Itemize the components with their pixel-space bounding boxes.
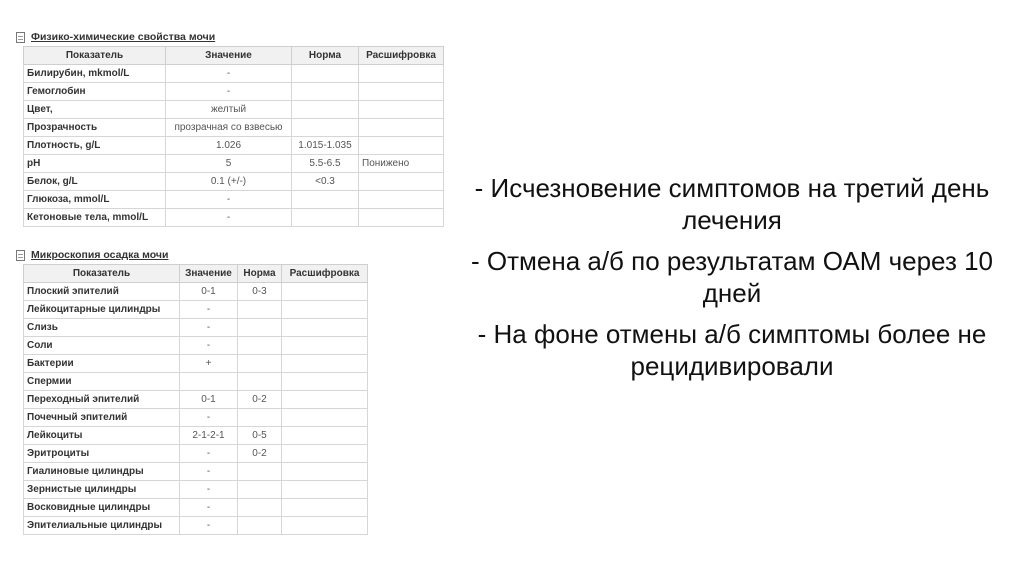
parameter-name: Почечный эпителий <box>24 409 180 427</box>
table-row <box>24 155 444 173</box>
table-row <box>24 463 368 481</box>
norm-cell <box>238 517 282 535</box>
table-row <box>24 137 444 155</box>
value-cell: - <box>166 209 292 227</box>
norm-cell <box>292 209 359 227</box>
document-icon <box>16 250 25 261</box>
column-header: Значение <box>166 47 292 65</box>
interpretation-cell <box>282 355 368 373</box>
norm-cell <box>238 499 282 517</box>
parameter-name: Цвет, <box>24 101 166 119</box>
parameter-name: Соли <box>24 337 180 355</box>
norm-cell <box>238 481 282 499</box>
interpretation-cell <box>282 391 368 409</box>
table-row <box>24 209 444 227</box>
parameter-name: Гиалиновые цилиндры <box>24 463 180 481</box>
value-cell: - <box>166 83 292 101</box>
interpretation-cell <box>359 119 444 137</box>
table-row <box>24 355 368 373</box>
parameter-name: Лейкоциты <box>24 427 180 445</box>
parameter-name: Зернистые цилиндры <box>24 481 180 499</box>
interpretation-cell: Понижено <box>359 155 444 173</box>
value-cell: - <box>180 301 238 319</box>
norm-cell: 0-2 <box>238 445 282 463</box>
interpretation-cell <box>282 445 368 463</box>
interpretation-cell <box>282 499 368 517</box>
table-row <box>24 319 368 337</box>
parameter-name: Бактерии <box>24 355 180 373</box>
table-row <box>24 101 444 119</box>
document-icon <box>16 32 25 43</box>
interpretation-cell <box>359 191 444 209</box>
column-header: Показатель <box>24 265 180 283</box>
value-cell <box>180 373 238 391</box>
value-cell: - <box>180 409 238 427</box>
norm-cell <box>238 373 282 391</box>
physico-chemical-table <box>23 46 444 227</box>
parameter-name: Билирубин, mkmol/L <box>24 65 166 83</box>
norm-cell: 5.5-6.5 <box>292 155 359 173</box>
norm-cell <box>292 83 359 101</box>
table-row <box>24 445 368 463</box>
column-header: Норма <box>292 47 359 65</box>
value-cell: - <box>180 445 238 463</box>
value-cell: - <box>180 319 238 337</box>
column-header: Норма <box>238 265 282 283</box>
interpretation-cell <box>359 137 444 155</box>
table-row <box>24 499 368 517</box>
value-cell: - <box>180 499 238 517</box>
value-cell: 2-1-2-1 <box>180 427 238 445</box>
interpretation-cell <box>282 463 368 481</box>
parameter-name: Слизь <box>24 319 180 337</box>
parameter-name: Лейкоцитарные цилиндры <box>24 301 180 319</box>
norm-cell: 0-2 <box>238 391 282 409</box>
note-item: - Исчезновение симптомов на третий день лечения <box>474 173 990 235</box>
interpretation-cell <box>282 337 368 355</box>
norm-cell: 0-5 <box>238 427 282 445</box>
table-row <box>24 517 368 535</box>
sediment-microscopy-table <box>23 264 368 535</box>
interpretation-cell <box>359 101 444 119</box>
table2-title[interactable] <box>16 249 168 261</box>
norm-cell <box>238 355 282 373</box>
interpretation-cell <box>282 409 368 427</box>
value-cell: + <box>180 355 238 373</box>
norm-cell: 0-3 <box>238 283 282 301</box>
parameter-name: Белок, g/L <box>24 173 166 191</box>
parameter-name: Переходный эпителий <box>24 391 180 409</box>
norm-cell <box>238 463 282 481</box>
parameter-name: Эритроциты <box>24 445 180 463</box>
norm-cell <box>238 319 282 337</box>
clinical-notes <box>462 172 1002 391</box>
column-header: Показатель <box>24 47 166 65</box>
table-row <box>24 65 444 83</box>
interpretation-cell <box>282 427 368 445</box>
interpretation-cell <box>282 517 368 535</box>
table-row <box>24 119 444 137</box>
parameter-name: Восковидные цилиндры <box>24 499 180 517</box>
table-row <box>24 409 368 427</box>
norm-cell: <0.3 <box>292 173 359 191</box>
norm-cell <box>238 337 282 355</box>
parameter-name: Спермии <box>24 373 180 391</box>
value-cell: 5 <box>166 155 292 173</box>
parameter-name: Прозрачность <box>24 119 166 137</box>
norm-cell <box>292 65 359 83</box>
interpretation-cell <box>282 301 368 319</box>
value-cell: - <box>166 65 292 83</box>
parameter-name: Плоский эпителий <box>24 283 180 301</box>
norm-cell <box>238 409 282 427</box>
norm-cell <box>292 101 359 119</box>
value-cell: прозрачная со взвесью <box>166 119 292 137</box>
table-row <box>24 173 444 191</box>
table1-title[interactable] <box>16 31 215 43</box>
value-cell: - <box>166 191 292 209</box>
value-cell: желтый <box>166 101 292 119</box>
column-header: Расшифровка <box>282 265 368 283</box>
value-cell: 0-1 <box>180 283 238 301</box>
interpretation-cell <box>282 319 368 337</box>
interpretation-cell <box>359 173 444 191</box>
parameter-name: Эпителиальные цилиндры <box>24 517 180 535</box>
table-row <box>24 283 368 301</box>
table-row <box>24 427 368 445</box>
note-item: - Отмена а/б по результатам ОАМ через 10 дней <box>470 246 994 308</box>
value-cell: 1.026 <box>166 137 292 155</box>
note-item: - На фоне отмены а/б симптомы более не рецидивировали <box>477 319 987 381</box>
table-row <box>24 301 368 319</box>
norm-cell <box>292 119 359 137</box>
column-header: Значение <box>180 265 238 283</box>
value-cell: - <box>180 337 238 355</box>
norm-cell: 1.015-1.035 <box>292 137 359 155</box>
value-cell: - <box>180 517 238 535</box>
table2-title-text[interactable]: Микроскопия осадка мочи <box>31 249 169 261</box>
parameter-name: Гемоглобин <box>24 83 166 101</box>
interpretation-cell <box>359 209 444 227</box>
table-row <box>24 391 368 409</box>
norm-cell <box>238 301 282 319</box>
value-cell: - <box>180 463 238 481</box>
table1-title-text[interactable]: Физико-химические свойства мочи <box>31 31 216 43</box>
interpretation-cell <box>282 481 368 499</box>
table-row <box>24 481 368 499</box>
column-header: Расшифровка <box>359 47 444 65</box>
parameter-name: Кетоновые тела, mmol/L <box>24 209 166 227</box>
parameter-name: pH <box>24 155 166 173</box>
norm-cell <box>292 191 359 209</box>
value-cell: 0-1 <box>180 391 238 409</box>
table-row <box>24 337 368 355</box>
table-header-row <box>24 265 368 283</box>
table-row <box>24 191 444 209</box>
interpretation-cell <box>282 373 368 391</box>
interpretation-cell <box>359 65 444 83</box>
interpretation-cell <box>359 83 444 101</box>
parameter-name: Глюкоза, mmol/L <box>24 191 166 209</box>
parameter-name: Плотность, g/L <box>24 137 166 155</box>
table-row <box>24 373 368 391</box>
table-header-row <box>24 47 444 65</box>
value-cell: 0.1 (+/-) <box>166 173 292 191</box>
table-row <box>24 83 444 101</box>
value-cell: - <box>180 481 238 499</box>
interpretation-cell <box>282 283 368 301</box>
